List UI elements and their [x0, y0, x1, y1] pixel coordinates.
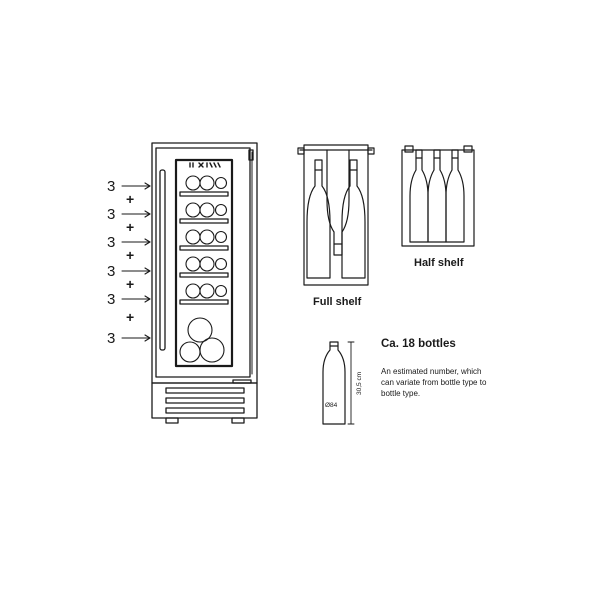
hinge-top	[249, 150, 253, 160]
plus-sign-1: +	[126, 191, 135, 207]
shelf-count-4: 3	[107, 263, 116, 280]
shelf-count-6: 3	[107, 330, 116, 347]
capacity-title: Ca. 18 bottles	[381, 338, 456, 350]
door-handle	[160, 170, 165, 350]
shelf-count-1: 3	[107, 178, 116, 195]
wine-cooler-front-view	[152, 143, 257, 423]
plus-sign-2: +	[126, 219, 135, 235]
plus-sign-4: +	[126, 276, 135, 292]
half-shelf-illustration	[402, 146, 474, 246]
bottle-dimension-drawing	[323, 342, 354, 424]
bottle-diameter-label: Ø84	[325, 402, 338, 409]
plus-sign-3: +	[126, 247, 135, 263]
glass-pane	[176, 160, 232, 366]
plus-sign-5: +	[126, 309, 135, 325]
capacity-note: An estimated number, which can variate from bottle type to bottle type.	[381, 367, 487, 398]
base-grille	[152, 380, 257, 423]
shelf-count-3: 3	[107, 234, 116, 251]
shelf-count-5: 3	[107, 291, 116, 308]
half-shelf-label: Half shelf	[414, 257, 464, 269]
full-shelf-label: Full shelf	[313, 296, 362, 308]
cabinet-body	[152, 143, 257, 383]
bottle-ends	[180, 176, 227, 362]
shelf-count-2: 3	[107, 206, 116, 223]
full-shelf-illustration	[298, 145, 374, 285]
control-display	[190, 163, 220, 167]
bottle-height-label: 30,5 cm	[356, 371, 363, 395]
